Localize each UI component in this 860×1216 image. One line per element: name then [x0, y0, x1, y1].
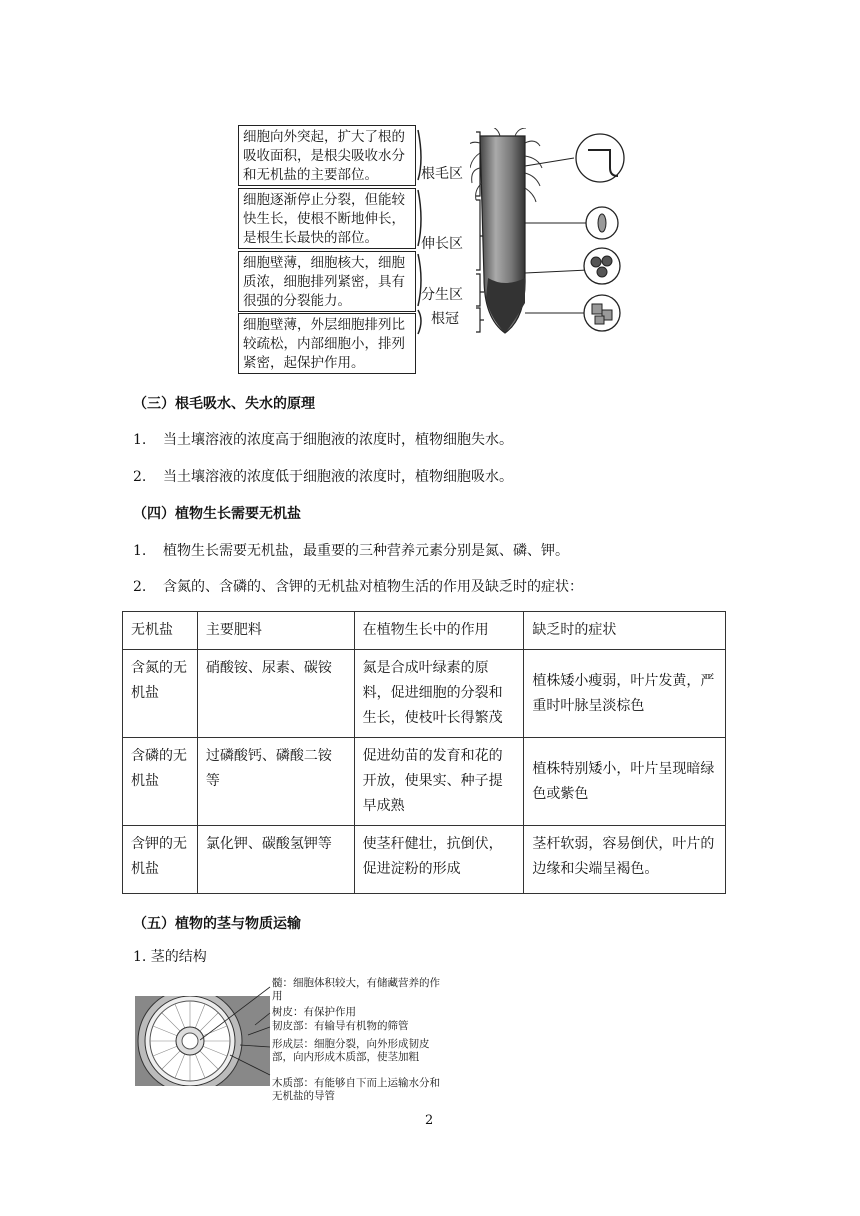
section-3-item-2: 2. 当土壤溶液的浓度低于细胞液的浓度时，植物细胞吸水。 [133, 469, 513, 485]
table-cell: 过磷酸钙、磷酸二铵等 [197, 738, 354, 826]
table-cell: 茎杆软弱，容易倒伏，叶片的边缘和尖端呈褐色。 [524, 826, 726, 894]
stem-label-cambium: 形成层：细胞分裂，向外形成韧皮部，向内形成木质部，使茎加粗 [272, 1038, 430, 1063]
stem-label-phloem: 韧皮部：有输导有机物的筛管 [272, 1020, 409, 1032]
stem-label-bark: 树皮：有保护作用 [272, 1006, 356, 1018]
meristem-zone-box: 细胞壁薄，细胞核大，细胞质浓，细胞排列紧密，具有很强的分裂能力。 [238, 251, 416, 312]
section-5-subheading: 1. 茎的结构 [133, 949, 207, 965]
table-cell: 促进幼苗的发育和花的开放，使果实、种子提早成熟 [354, 738, 524, 826]
zone-label-elongation: 伸长区 [421, 236, 463, 252]
root-hair-zone-box: 细胞向外突起，扩大了根的吸收面积，是根尖吸收水分和无机盐的主要部位。 [238, 125, 416, 186]
section-4-item-1: 1. 植物生长需要无机盐，最重要的三种营养元素分别是氮、磷、钾。 [133, 543, 569, 559]
table-cell: 含磷的无机盐 [123, 738, 198, 826]
stem-label-pith: 髓：细胞体积较大，有储藏营养的作用 [272, 977, 440, 1002]
stem-label-xylem: 木质部：有能够自下而上运输水分和无机盐的导管 [272, 1077, 440, 1102]
section-3-item-1: 1. 当土壤溶液的浓度高于细胞液的浓度时，植物细胞失水。 [133, 432, 513, 448]
table-cell: 含氮的无机盐 [123, 650, 198, 738]
table-header-cell: 在植物生长中的作用 [354, 612, 524, 650]
table-cell: 氯化钾、碳酸氢钾等 [197, 826, 354, 894]
table-cell: 植株特别矮小，叶片呈现暗绿色或紫色 [524, 738, 726, 826]
table-cell: 植株矮小瘦弱，叶片发黄，严重时叶脉呈淡棕色 [524, 650, 726, 738]
section-4-item-2: 2. 含氮的、含磷的、含钾的无机盐对植物生活的作用及缺乏时的症状： [133, 579, 583, 595]
mineral-salt-table [122, 611, 726, 894]
table-cell: 使茎秆健壮，抗倒伏，促进淀粉的形成 [354, 826, 524, 894]
table-cell: 硝酸铵、尿素、碳铵 [197, 650, 354, 738]
root-tip-illustration [470, 128, 640, 338]
table-cell: 含钾的无机盐 [123, 826, 198, 894]
table-header-cell: 主要肥料 [197, 612, 354, 650]
section-3-heading: （三）根毛吸水、失水的原理 [133, 396, 315, 412]
table-row [123, 738, 726, 826]
table-header-cell: 无机盐 [123, 612, 198, 650]
table-row [123, 826, 726, 894]
table-header-cell: 缺乏时的症状 [524, 612, 726, 650]
root-cap-box: 细胞壁薄，外层细胞排列比较疏松，内部细胞小，排列紧密，起保护作用。 [238, 313, 416, 374]
elongation-zone-box: 细胞逐渐停止分裂，但能较快生长，使根不断地伸长，是根生长最快的部位。 [238, 188, 416, 249]
zone-label-root-cap: 根冠 [431, 311, 459, 327]
table-row [123, 650, 726, 738]
stem-pointer-lines [200, 985, 275, 1085]
zone-label-meristem: 分生区 [421, 287, 463, 303]
page-number: 2 [425, 1113, 434, 1128]
section-4-heading: （四）植物生长需要无机盐 [133, 506, 301, 522]
table-cell: 氮是合成叶绿素的原料，促进细胞的分裂和生长，使枝叶长得繁茂 [354, 650, 524, 738]
zone-label-root-hair: 根毛区 [421, 166, 463, 182]
table-header-row [123, 612, 726, 650]
section-5-heading: （五）植物的茎与物质运输 [133, 916, 301, 932]
